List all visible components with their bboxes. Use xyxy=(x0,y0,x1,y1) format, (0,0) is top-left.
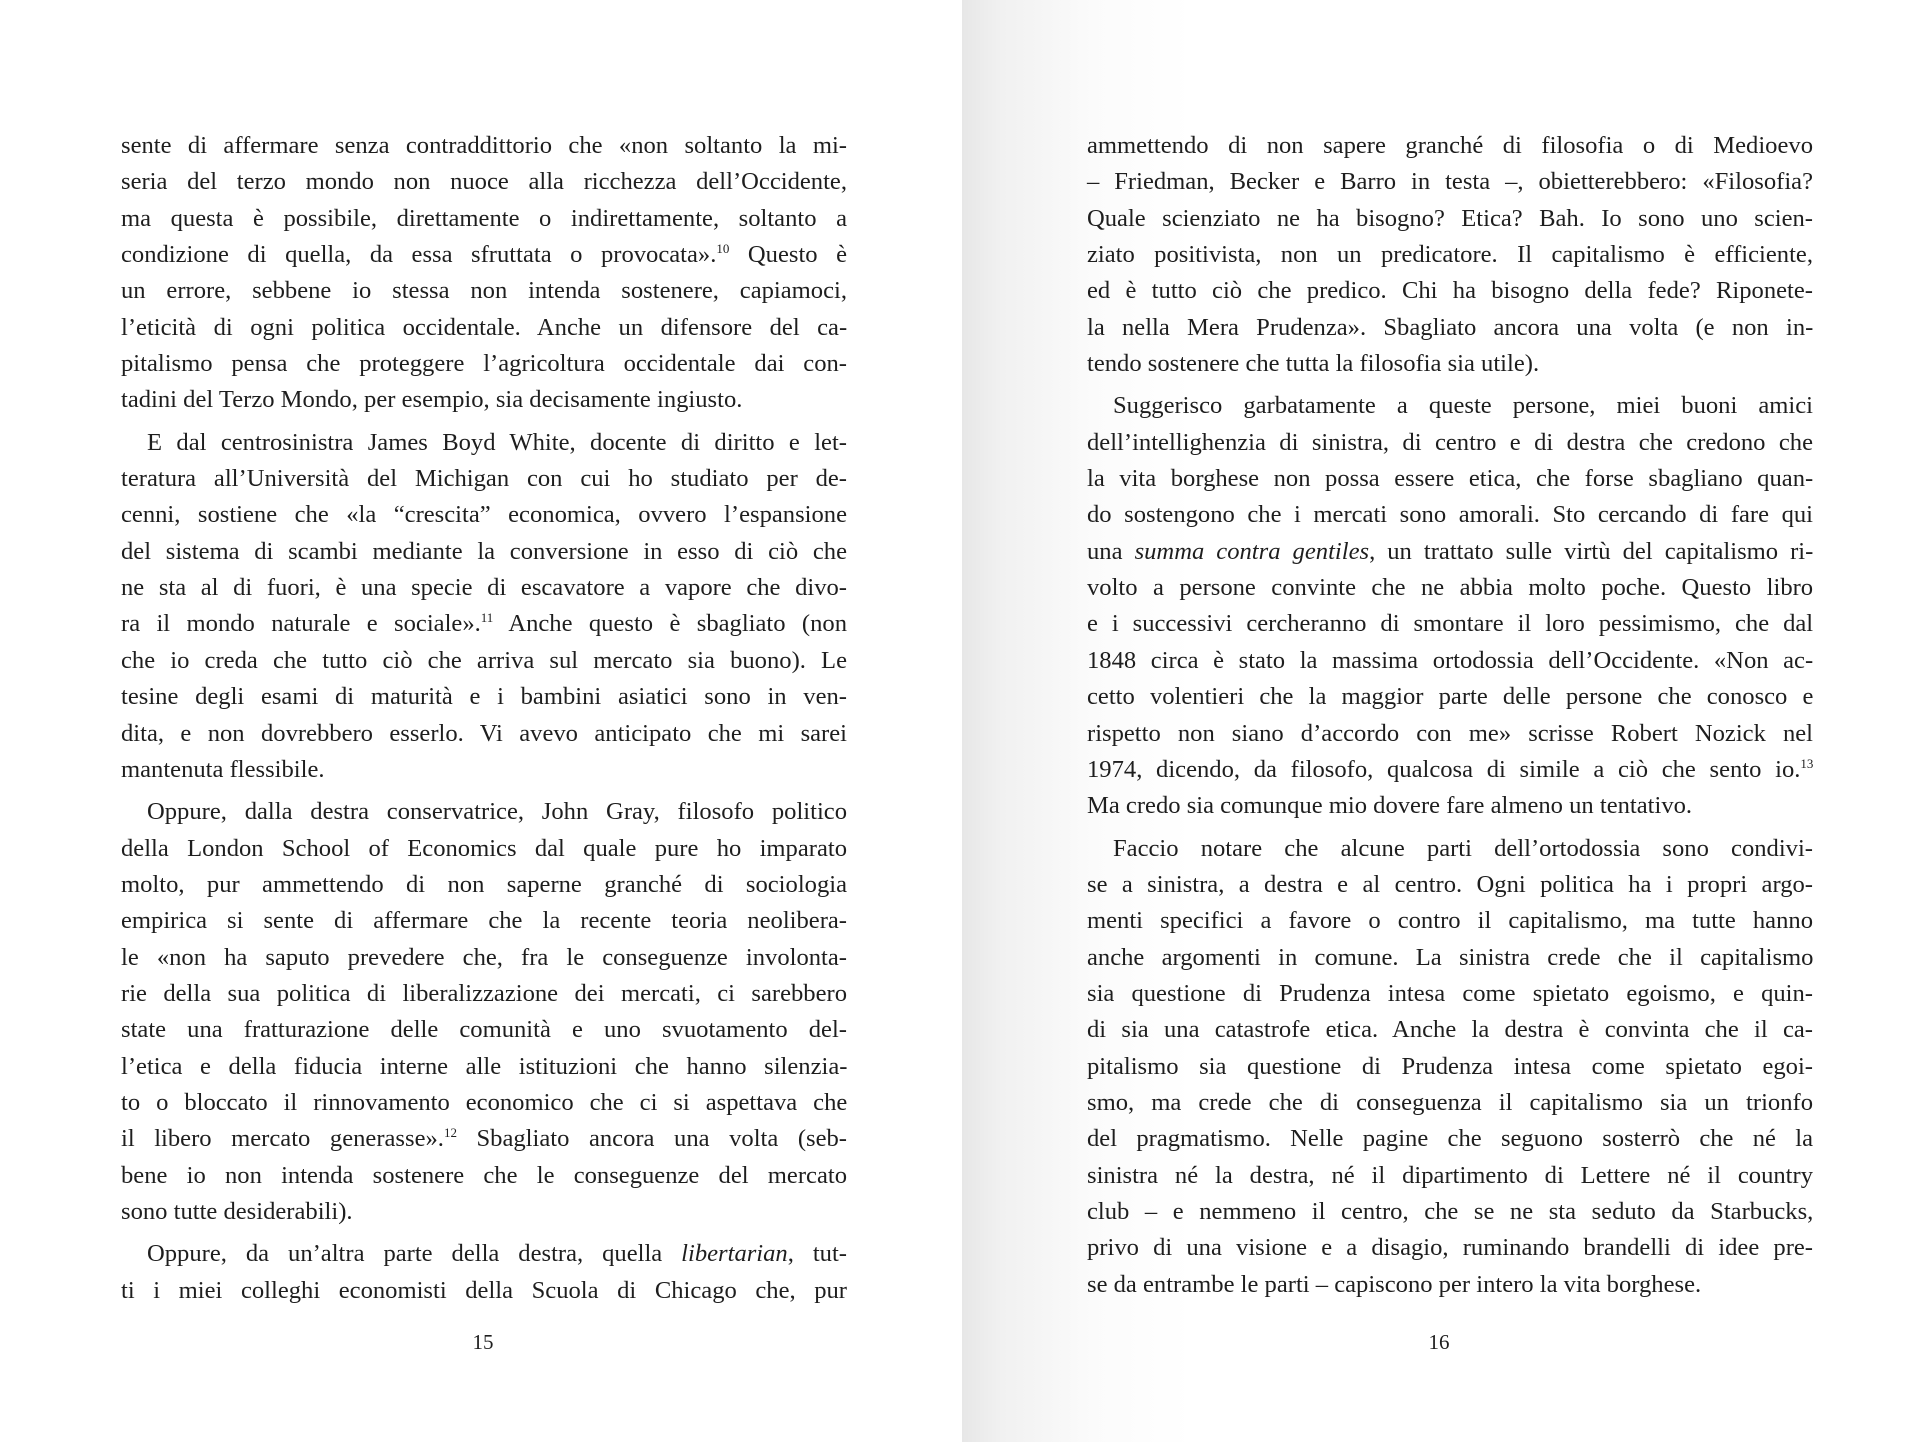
text-line: sinistra né la destra, né il dipartimento di Lettere né il country xyxy=(1087,1161,1813,1189)
text-line: bene io non intenda sostenere che le conseguenze del mercato xyxy=(121,1161,847,1189)
text-line: l’etica e della fiducia interne alle istituzioni che hanno silenzia- xyxy=(121,1052,848,1080)
text-line: sente di affermare senza contraddittorio che «non soltanto la mi- xyxy=(121,132,847,159)
text-line: empirica si sente di affermare che la recente teoria neolibera- xyxy=(121,907,847,935)
paragraph xyxy=(121,1236,847,1309)
text-line xyxy=(121,237,847,273)
text-line: la vita borghese non possa essere etica, che forse sbagliano quan- xyxy=(1087,465,1814,493)
text-line: del pragmatismo. Nelle pagine che seguono sosterrò che né la xyxy=(1087,1125,1813,1153)
text-line: club – e nemmeno il centro, che se ne sta seduto da Starbucks, xyxy=(1087,1197,1814,1225)
text-run: 1974, dicendo, da filosofo, qualcosa di simile a ciò che sento io. xyxy=(1087,755,1801,783)
text-line: di sia una catastrofe etica. Anche la destra è convinta che il ca- xyxy=(1087,1016,1813,1044)
text-line: ti i miei colleghi economisti della Scuola di Chicago che, pur xyxy=(121,1276,847,1304)
footnote-ref: 12 xyxy=(443,1125,457,1141)
text-run: Anche questo è sbagliato (non xyxy=(493,610,847,638)
text-line xyxy=(1087,752,1813,788)
text-line: ed è tutto ciò che predico. Chi ha bisogno della fede? Riponete- xyxy=(1087,277,1813,305)
text-line: ma questa è possibile, direttamente o indirettamente, soltanto a xyxy=(121,204,847,232)
text-line: anche argomenti in comune. La sinistra crede che il capitalismo xyxy=(1087,943,1814,971)
page-number: 16 xyxy=(1428,1330,1450,1354)
text-line: rispetto non siano d’accordo con me» scrisse Robert Nozick nel xyxy=(1087,719,1813,747)
text-line: ammettendo di non sapere granché di filosofia o di Medioevo xyxy=(1087,132,1813,159)
text-line: l’eticità di ogni politica occidentale. Anche un difensore del ca- xyxy=(121,313,848,341)
text-line: menti specifici a favore o contro il capitalismo, ma tutte hanno xyxy=(1087,907,1813,935)
paragraph xyxy=(121,128,847,419)
text-line: Ma credo sia comunque mio dovere fare almeno un tentativo. xyxy=(1087,792,1693,820)
text-run: Sbagliato ancora una volta (seb- xyxy=(456,1125,847,1153)
text-run: , tut- xyxy=(787,1240,847,1268)
left-page-text xyxy=(121,128,847,1309)
text-line: ne sta al di fuori, è una specie di escavatore a vapore che divo- xyxy=(121,574,847,602)
text-run: il libero mercato generasse». xyxy=(121,1125,444,1153)
text-line: se a sinistra, a destra e al centro. Ogni politica ha i propri argo- xyxy=(1087,870,1813,898)
text-line: pitalismo pensa che proteggere l’agricoltura occidentale dai con- xyxy=(121,350,847,378)
text-line: molto, pur ammettendo di non saperne granché di sociologia xyxy=(121,870,847,898)
paragraph xyxy=(1087,388,1813,824)
italic-text: libertarian xyxy=(681,1240,788,1268)
text-line: to o bloccato il rinnovamento economico che ci si aspettava che xyxy=(121,1088,848,1116)
page-number: 15 xyxy=(472,1330,494,1354)
text-line: – Friedman, Becker e Barro in testa –, obietterebbero: «Filosofia? xyxy=(1087,168,1813,196)
text-line xyxy=(121,606,847,642)
text-line: le «non ha saputo prevedere che, fra le conseguenze involonta- xyxy=(121,943,847,971)
text-line: seria del terzo mondo non nuoce alla ricchezza dell’Occidente, xyxy=(121,168,847,196)
paragraph xyxy=(1087,128,1813,382)
text-line: tadini del Terzo Mondo, per esempio, sia decisamente ingiusto. xyxy=(121,386,743,414)
text-run: Questo è xyxy=(729,241,848,269)
text-run: , un trattato sulle virtù del capitalismo ri- xyxy=(1369,537,1814,565)
text-line: mantenuta flessibile. xyxy=(121,755,325,783)
text-line: do sostengono che i mercati sono amorali. Sto cercando di fare qui xyxy=(1087,501,1813,529)
footnote-ref: 11 xyxy=(480,610,494,626)
text-line: Quale scienziato ne ha bisogno? Etica? Bah. Io sono uno scien- xyxy=(1087,204,1813,232)
text-run: ra il mondo naturale e sociale». xyxy=(121,610,481,638)
paragraph xyxy=(121,794,847,1230)
text-line: 1848 circa è stato la massima ortodossia dell’Occidente. «Non ac- xyxy=(1087,646,1814,674)
text-line: Faccio notare che alcune parti dell’ortodossia sono condivi- xyxy=(1113,834,1813,862)
text-line: cetto volentieri che la maggior parte delle persone che conosco e xyxy=(1087,683,1814,711)
text-line: dell’intellighenzia di sinistra, di centro e di destra che credono che xyxy=(1087,428,1813,456)
text-line: tendo sostenere che tutta la filosofia sia utile). xyxy=(1087,350,1540,378)
text-line: state una fratturazione delle comunità e uno svuotamento del- xyxy=(121,1016,847,1044)
right-page xyxy=(962,0,1920,1442)
text-line: della London School of Economics dal quale pure ho imparato xyxy=(121,834,847,862)
text-line: tesine degli esami di maturità e i bambini asiatici sono in ven- xyxy=(121,683,847,711)
text-line: pitalismo sia questione di Prudenza intesa come spietato egoi- xyxy=(1087,1052,1813,1080)
text-line: teratura all’Università del Michigan con cui ho studiato per de- xyxy=(121,465,847,493)
text-line xyxy=(121,1236,847,1272)
text-line: che io creda che tutto ciò che arriva sul mercato sia buono). Le xyxy=(121,646,847,674)
text-line: privo di una visione e a disagio, ruminando brandelli di idee pre- xyxy=(1087,1234,1813,1262)
footnote-ref: 10 xyxy=(716,241,730,257)
text-line: Suggerisco garbatamente a queste persone, miei buoni amici xyxy=(1113,392,1813,420)
text-line: un errore, sebbene io stessa non intenda sostenere, capiamoci, xyxy=(121,277,847,305)
text-line: E dal centrosinistra James Boyd White, docente di diritto e let- xyxy=(147,428,847,456)
text-line: volto a persone convinte che ne abbia molto poche. Questo libro xyxy=(1087,574,1814,602)
text-line: e i successivi cercheranno di smontare il loro pessimismo, che dal xyxy=(1087,610,1814,638)
text-line: del sistema di scambi mediante la conversione in esso di ciò che xyxy=(121,537,847,565)
text-line: sono tutte desiderabili). xyxy=(121,1197,353,1225)
text-run: condizione di quella, da essa sfruttata o provocata». xyxy=(121,241,717,269)
footnote-ref: 13 xyxy=(1800,755,1814,771)
text-line: cenni, sostiene che «la “crescita” economica, ovvero l’espansione xyxy=(121,501,847,529)
text-line: ziato positivista, non un predicatore. Il capitalismo è efficiente, xyxy=(1087,241,1813,269)
text-line: smo, ma crede che di conseguenza il capitalismo sia un trionfo xyxy=(1087,1088,1813,1116)
text-run: una xyxy=(1087,537,1135,565)
right-page-text xyxy=(1087,128,1813,1303)
text-line: la nella Mera Prudenza». Sbagliato ancora una volta (e non in- xyxy=(1087,313,1814,341)
text-line: Oppure, dalla destra conservatrice, John Gray, filosofo politico xyxy=(147,798,847,826)
text-line xyxy=(1087,534,1813,570)
italic-text: summa contra gentiles xyxy=(1134,537,1370,565)
text-run: Oppure, da un’altra parte della destra, quella xyxy=(147,1240,682,1268)
paragraph xyxy=(121,425,847,788)
text-line: se da entrambe le parti – capiscono per intero la vita borghese. xyxy=(1087,1270,1702,1298)
text-line: sia questione di Prudenza intesa come spietato egoismo, e quin- xyxy=(1087,979,1813,1007)
text-line xyxy=(121,1121,847,1157)
text-line: dita, e non dovrebbero esserlo. Vi avevo anticipato che mi sarei xyxy=(121,719,847,747)
paragraph xyxy=(1087,831,1813,1303)
text-line: rie della sua politica di liberalizzazione dei mercati, ci sarebbero xyxy=(121,979,847,1007)
